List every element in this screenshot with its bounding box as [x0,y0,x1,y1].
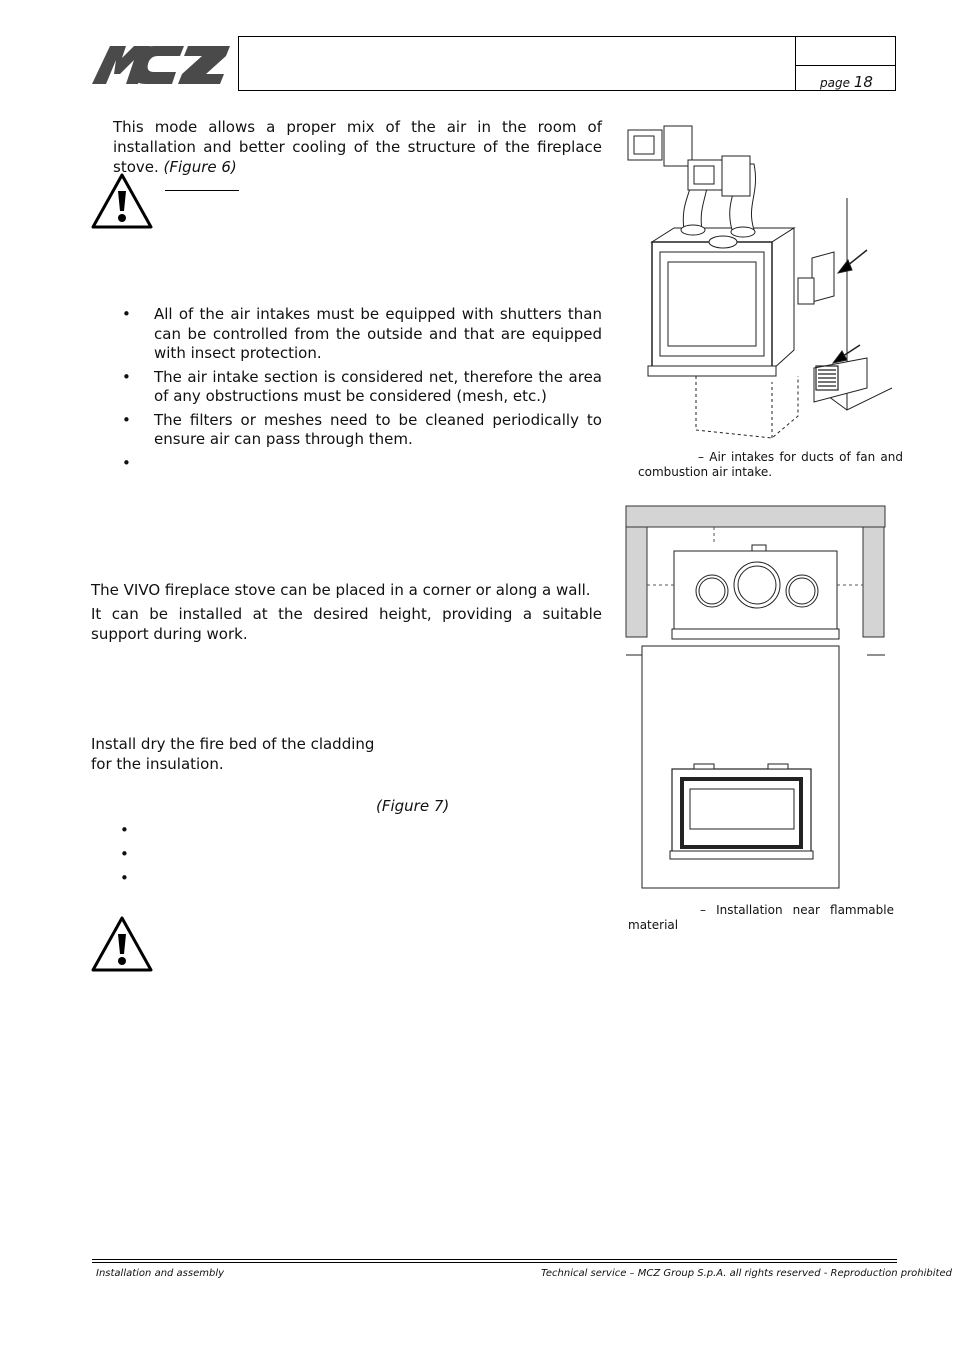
placement-line: The VIVO fireplace stove can be placed in a corner or along a wall. [91,581,591,599]
header-divider [795,65,896,66]
page-number: 18 [853,73,873,91]
figure-7-caption [628,903,894,933]
empty-bullets [112,821,412,893]
placement-line: It can be installed at the desired height, providing a suitable support during work. [91,605,602,643]
footer-rule [92,1259,897,1260]
footer-left-text: Installation and assembly [96,1268,225,1279]
header-box [238,36,896,91]
intro-paragraph [113,117,602,177]
figure-6-caption [638,450,903,480]
firebed-paragraph [91,734,381,774]
page-number-label [820,73,873,91]
list-item: • The air intake section is considered net, therefore the area of any obstructions must be considered (mesh, etc.) [114,368,602,407]
figure-6-air-intakes-drawing [622,120,907,450]
caption-text: – Air intakes for ducts of fan and combustion air intake. [638,450,903,479]
placement-paragraph [91,580,602,644]
figure-ref: (Figure 6) [163,158,237,176]
page-label: page [820,76,850,90]
heading-underline [165,190,239,191]
caption-text: – Installation near flammable material [628,903,894,932]
list-item [114,454,602,473]
header-divider [795,36,796,91]
figure-7-ref: (Figure 7) [376,797,450,815]
figure-7-flammable-material-drawing [624,505,889,895]
warning-triangle-icon [91,173,153,229]
firebed-text: Install dry the fire bed of the cladding for the insulation. [91,735,375,773]
list-item: • The filters or meshes need to be cleaned periodically to ensure air can pass through them. [114,411,602,450]
mcz-logo [92,42,232,88]
warning-triangle-icon [91,916,153,972]
footer-right-text: Technical service – MCZ Group S.p.A. all rights reserved - Reproduction prohibited [541,1268,952,1279]
footer-rule [92,1262,897,1263]
intro-text: This mode allows a proper mix of the air in the room of installation and better cooling of the structure of the fireplace stove. [113,118,602,176]
air-intake-bullets [114,305,602,477]
list-item [112,845,412,865]
list-item: • All of the air intakes must be equipped with shutters than can be controlled from the outside and that are equipped with insect protection. [114,305,602,364]
list-item [112,869,412,889]
list-item [112,821,412,841]
